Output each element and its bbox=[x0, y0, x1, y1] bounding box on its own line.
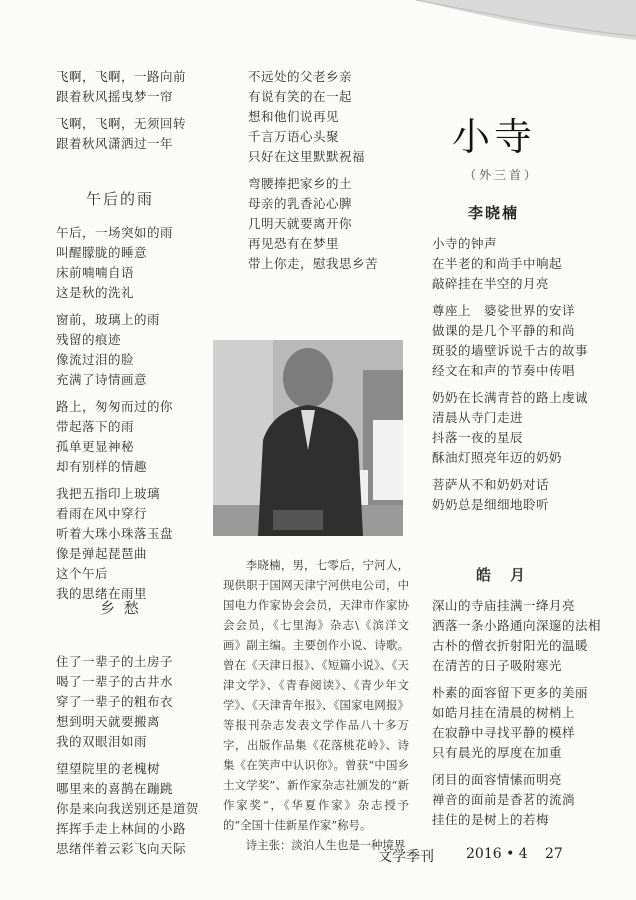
poem-line: 做课的是几个平静的和尚 bbox=[432, 323, 576, 338]
poem-line: 充满了诗情画意 bbox=[56, 372, 148, 387]
stanza-gap bbox=[56, 477, 173, 484]
subtitle: （外三首） bbox=[464, 168, 540, 182]
poem-line: 窗前，玻璃上的雨 bbox=[56, 312, 161, 327]
poem-line: 在半老的和尚手中响起 bbox=[432, 256, 563, 271]
poem-line: 弯腰捧把家乡的土 bbox=[248, 176, 353, 191]
stanza-gap bbox=[432, 294, 588, 301]
poem-line: 不远处的父老乡亲 bbox=[248, 69, 353, 84]
poem-line: 几明天就要离开你 bbox=[248, 216, 353, 231]
poem-line: 敲碎挂在半空的月亮 bbox=[432, 276, 550, 291]
poem-line: 这个午后 bbox=[56, 566, 109, 581]
poem-line: 奶奶在长满青苔的路上虔诚 bbox=[432, 390, 589, 405]
author-bio bbox=[223, 555, 409, 855]
poem-line: 挂住的是树上的若梅 bbox=[432, 812, 550, 827]
page-curl-shadow bbox=[416, 0, 636, 40]
poem-line: 只有晨光的厚度在加重 bbox=[432, 745, 563, 760]
poem-line: 母亲的乳香沁心脾 bbox=[248, 196, 353, 211]
poem-line: 穿了一辈子的粗布衣 bbox=[56, 694, 174, 709]
poem-line: 斑驳的墙壁诉说千古的故事 bbox=[432, 343, 589, 358]
poem-line: 我的双眼泪如雨 bbox=[56, 734, 148, 749]
bio-motto: 诗主张：淡泊人生也是一种境界 bbox=[245, 838, 406, 852]
poem-line: 有说有笑的在一起 bbox=[248, 89, 353, 104]
bio-paragraph: 李晓楠，男，七零后，宁河人，现供职于国网天津宁河供电公司，中国电力作家协会会员，天津市作家协会会员，《七里海》杂志\《滨洋文画》副主编。主要创作小说、诗歌。曾在《天津日报》、《短篇小说》、《天津文学》、《青春阅读》、《青少年文学》、《天津青年报》、《国家电网报》等报刊杂志发表文学作品八十多万字，出版作品集《花落桃花岭》、诗集《在笑声中认识你》。曾获“中国乡土文学奖”、新作家杂志社颁发的“新作家奖”，《华夏作家》杂志授予的“全国十佳新星作家”称号。 bbox=[223, 558, 409, 832]
poem-small-temple bbox=[432, 234, 588, 515]
poem-line: 这是秋的洗礼 bbox=[56, 285, 135, 300]
poem-line: 你是来向我送别还是道贺 bbox=[56, 801, 200, 816]
intro-stanzas bbox=[56, 67, 186, 154]
poem-line: 想到明天就要搬离 bbox=[56, 714, 161, 729]
footer-issue: 2016 • 4 bbox=[466, 846, 528, 862]
poem-line: 飞啊，飞啊，无须回转 bbox=[56, 116, 187, 131]
poem-line: 深山的寺庙挂满一绛月亮 bbox=[432, 598, 576, 613]
stanza-gap bbox=[56, 390, 173, 397]
poem-line: 叫醒朦胧的睡意 bbox=[56, 245, 148, 260]
poem-line: 喝了一辈子的古井水 bbox=[56, 674, 174, 689]
poem-line: 带上你走，慰我思乡苦 bbox=[248, 256, 379, 271]
poem-line: 住了一辈子的土房子 bbox=[56, 654, 174, 669]
poem-line: 小寺的钟声 bbox=[432, 236, 498, 251]
poem-line: 我的思绪在雨里 bbox=[56, 586, 148, 601]
poem-line: 床前喃喃自语 bbox=[56, 265, 135, 280]
poem-line: 再见恐有在梦里 bbox=[248, 236, 340, 251]
poem-line: 像是弹起琵琶曲 bbox=[56, 546, 148, 561]
poem-title-homesick: 乡 愁 bbox=[100, 599, 141, 617]
poem-line: 望望院里的老槐树 bbox=[56, 761, 161, 776]
poem-line: 却有别样的情趣 bbox=[56, 459, 148, 474]
poem-line: 午后，一场突如的雨 bbox=[56, 225, 174, 240]
stanza-gap bbox=[432, 763, 601, 770]
stanza-gap bbox=[56, 752, 199, 759]
poem-line: 听着大珠小珠落玉盘 bbox=[56, 526, 174, 541]
stanza-gap bbox=[56, 107, 186, 114]
poem-line: 在清苦的日子吸附寒光 bbox=[432, 658, 563, 673]
poem-line: 清晨从寺门走进 bbox=[432, 410, 524, 425]
poem-line: 想和他们说再见 bbox=[248, 109, 340, 124]
poem-line: 如皓月挂在清晨的树梢上 bbox=[432, 705, 576, 720]
poem-line: 残留的痕迹 bbox=[56, 332, 122, 347]
poem-line: 经文在和声的节奏中传唱 bbox=[432, 363, 576, 378]
poem-line: 哪里来的喜鹊在蹦跳 bbox=[56, 781, 174, 796]
poem-line: 抖落一夜的星辰 bbox=[432, 430, 524, 445]
poem-line: 带起落下的雨 bbox=[56, 419, 135, 434]
poem-line: 只好在这里默默祝福 bbox=[248, 149, 366, 164]
poem-line: 在寂静中寻找平静的模样 bbox=[432, 725, 576, 740]
author-name: 李晓楠 bbox=[468, 204, 520, 222]
main-title: 小寺 bbox=[452, 115, 537, 159]
poem-line: 飞啊，飞啊，一路向前 bbox=[56, 69, 187, 84]
poem-line: 古朴的僧衣折射阳光的温暖 bbox=[432, 638, 589, 653]
author-photo bbox=[213, 340, 403, 536]
poem-line: 思绪伴着云彩飞向天际 bbox=[56, 841, 187, 856]
poem-line: 奶奶总是细细地聆听 bbox=[432, 497, 550, 512]
poem-title-bright-moon: 皓 月 bbox=[476, 566, 528, 584]
poem-line: 跟着秋风摇曳梦一帘 bbox=[56, 89, 174, 104]
poem-line: 禅音的面前是香茗的流淌 bbox=[432, 792, 576, 807]
poem-line: 我把五指印上玻璃 bbox=[56, 486, 161, 501]
stanza-gap bbox=[56, 303, 173, 310]
poem-line: 千言万语心头聚 bbox=[248, 129, 340, 144]
poem-bright-moon bbox=[432, 596, 601, 830]
poem-homesick bbox=[56, 652, 199, 859]
poem-homesick-continued bbox=[248, 67, 378, 274]
poem-title-afternoon-rain: 午后的雨 bbox=[86, 190, 155, 208]
poem-line: 路上，匆匆而过的你 bbox=[56, 399, 174, 414]
poem-line: 闭目的面容情愫而明亮 bbox=[432, 772, 563, 787]
stanza-gap bbox=[432, 676, 601, 683]
poem-line: 看雨在风中穿行 bbox=[56, 506, 148, 521]
stanza-gap bbox=[248, 167, 378, 174]
footer-page-number: 27 bbox=[545, 846, 563, 862]
poem-line: 像流过泪的脸 bbox=[56, 352, 135, 367]
poem-afternoon-rain bbox=[56, 223, 173, 604]
poem-line: 朴素的面容留下更多的美丽 bbox=[432, 685, 589, 700]
poem-line: 尊座上 婆娑世界的安详 bbox=[432, 303, 576, 318]
stanza-gap bbox=[432, 381, 588, 388]
poem-line: 孤单更显神秘 bbox=[56, 439, 135, 454]
poem-line: 菩萨从不和奶奶对话 bbox=[432, 477, 550, 492]
poem-line: 洒落一条小路通向深邃的法相 bbox=[432, 618, 602, 633]
poem-line: 酥油灯照亮年迈的奶奶 bbox=[432, 450, 563, 465]
poem-line: 跟着秋风潇洒过一年 bbox=[56, 136, 174, 151]
footer-magazine: 文学季刊 bbox=[378, 849, 434, 865]
poem-line: 挥挥手走上林间的小路 bbox=[56, 821, 187, 836]
stanza-gap bbox=[432, 468, 588, 475]
